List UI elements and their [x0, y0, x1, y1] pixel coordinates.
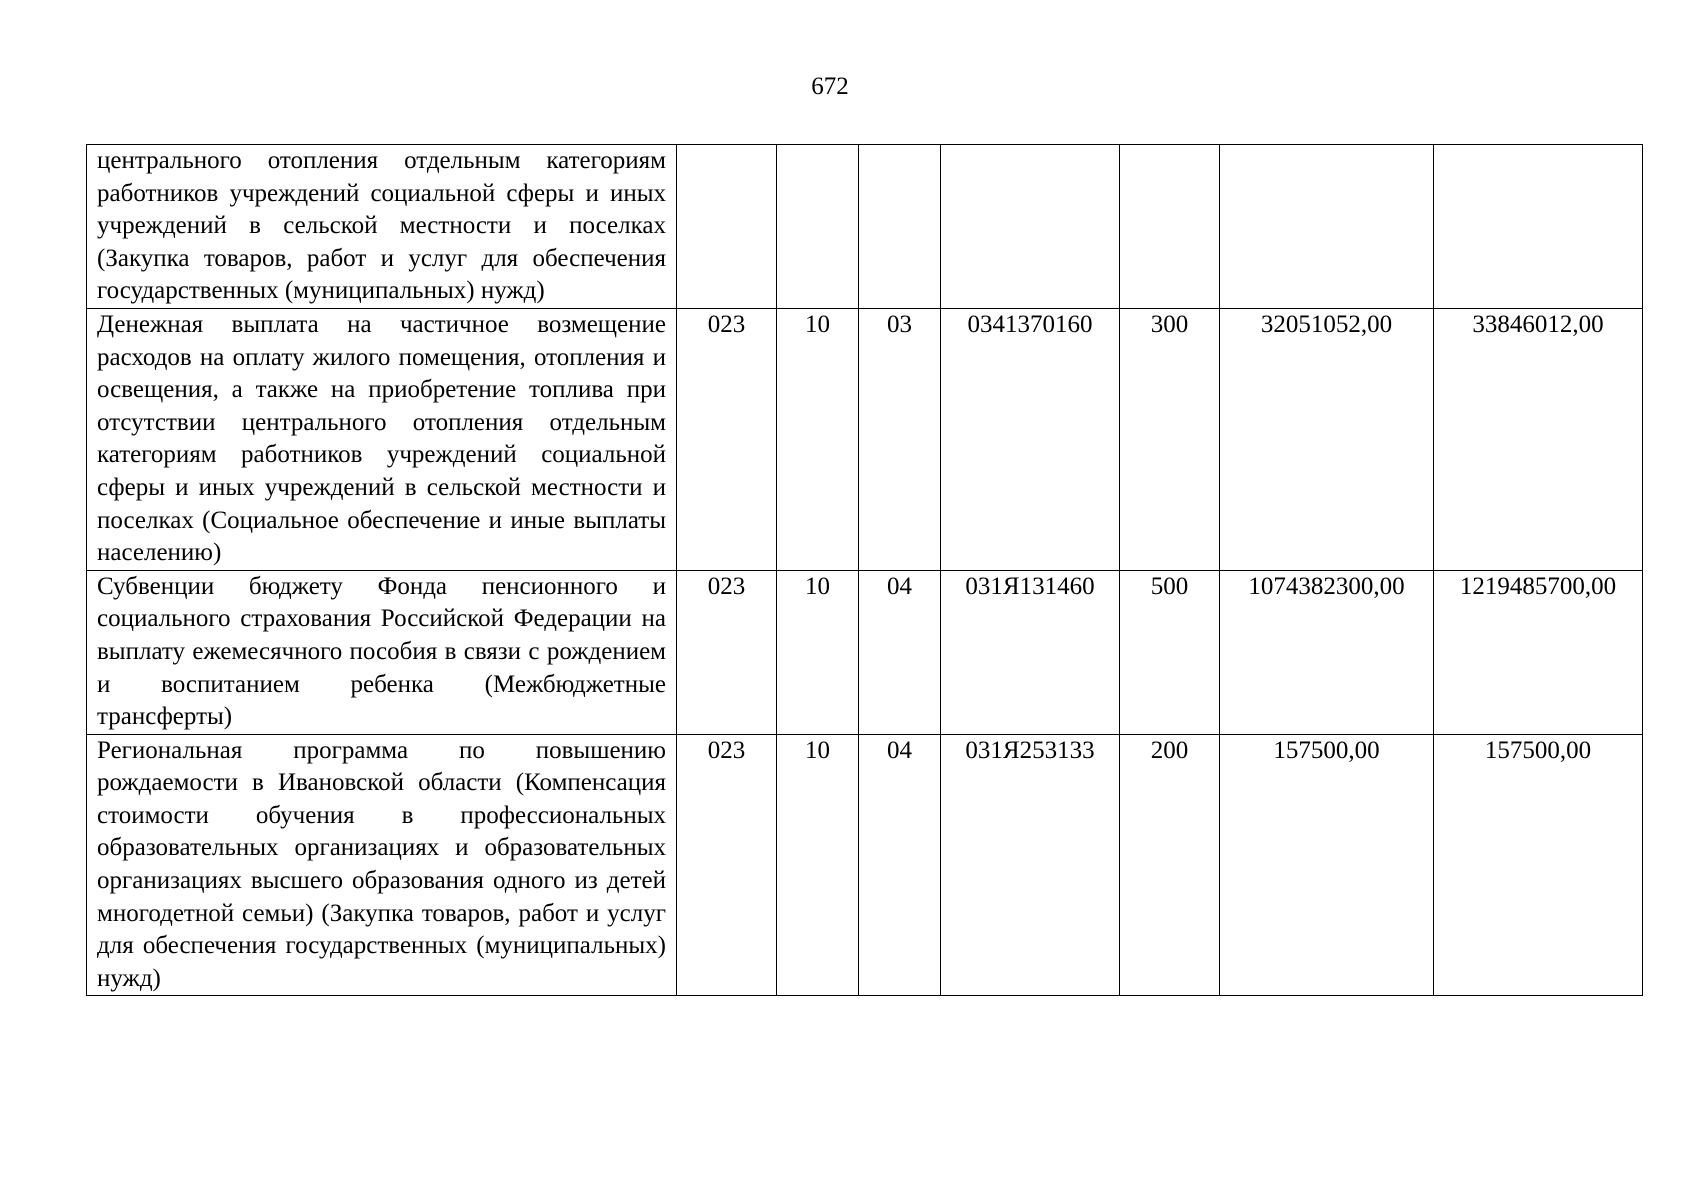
subsection-code-cell: 04	[859, 570, 941, 734]
row-description: Субвенции бюджету Фонда пенсионного и социального страхования Российской Федерации на выплату ежемесячного пособия в связи с рождением и воспитанием ребенка (Межбюджетные трансферты)	[87, 570, 677, 734]
ministry-code-cell	[677, 145, 777, 309]
table-row	[87, 734, 1643, 996]
section-code-cell: 10	[777, 308, 859, 570]
amount-year-2-cell	[1434, 145, 1643, 309]
amount-year-1-cell: 32051052,00	[1220, 308, 1434, 570]
table-row	[87, 570, 1643, 734]
subsection-code-cell: 03	[859, 308, 941, 570]
amount-year-1-cell	[1220, 145, 1434, 309]
ministry-code-cell: 023	[677, 308, 777, 570]
expense-type-cell	[1120, 145, 1220, 309]
table-row	[87, 308, 1643, 570]
expense-type-cell: 300	[1120, 308, 1220, 570]
amount-year-2-cell: 33846012,00	[1434, 308, 1643, 570]
target-article-cell	[941, 145, 1120, 309]
subsection-code-cell: 04	[859, 734, 941, 996]
ministry-code-cell: 023	[677, 570, 777, 734]
amount-year-2-cell: 1219485700,00	[1434, 570, 1643, 734]
page-number: 672	[811, 73, 849, 100]
amount-year-2-cell: 157500,00	[1434, 734, 1643, 996]
ministry-code-cell: 023	[677, 734, 777, 996]
expense-type-cell: 500	[1120, 570, 1220, 734]
expense-type-cell: 200	[1120, 734, 1220, 996]
section-code-cell: 10	[777, 570, 859, 734]
target-article-cell: 031Я253133	[941, 734, 1120, 996]
section-code-cell	[777, 145, 859, 309]
row-description: Денежная выплата на частичное возмещение расходов на оплату жилого помещения, отопления и освещения, а также на приобретение топлива при отсутствии центрального отопления отдельным категориям работников учреждений социальной сферы и иных учреждений в сельской местности и поселках (Социальное обеспечение и иные выплаты населению)	[87, 308, 677, 570]
section-code-cell: 10	[777, 734, 859, 996]
amount-year-1-cell: 1074382300,00	[1220, 570, 1434, 734]
subsection-code-cell	[859, 145, 941, 309]
target-article-cell: 0341370160	[941, 308, 1120, 570]
amount-year-1-cell: 157500,00	[1220, 734, 1434, 996]
row-description: Региональная программа по повышению рождаемости в Ивановской области (Компенсация стоимости обучения в профессиональных образовательных организациях и образовательных организациях высшего образования одного из детей многодетной семьи) (Закупка товаров, работ и услуг для обеспечения государственных (муниципальных) нужд)	[87, 734, 677, 996]
target-article-cell: 031Я131460	[941, 570, 1120, 734]
table-row	[87, 145, 1643, 309]
row-description: центрального отопления отдельным категориям работников учреждений социальной сферы и иных учреждений в сельской местности и поселках (Закупка товаров, работ и услуг для обеспечения государственных (муниципальных) нужд)	[87, 145, 677, 309]
budget-table	[86, 144, 1643, 996]
